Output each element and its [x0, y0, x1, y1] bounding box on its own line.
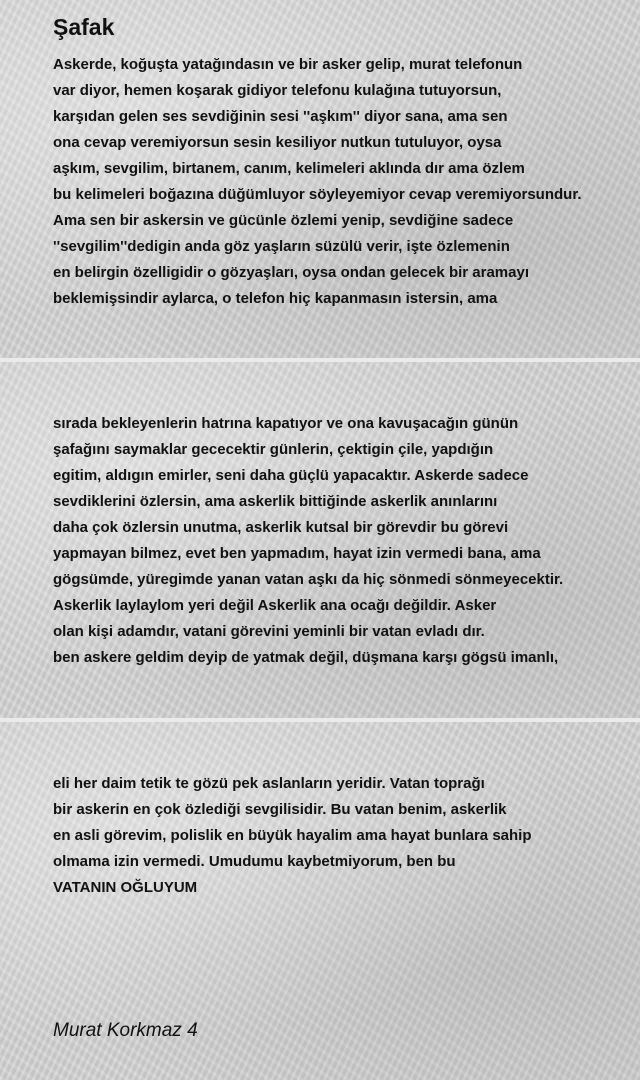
- poem-stanza-1: Askerde, koğuşta yatağındasın ve bir asker gelip, murat telefonun var diyor, hemen koşarak gidiyor telefonu kulağına tutuyorsun, karşıdan gelen ses sevdiğinin sesi ''aşkım'' diyor sana, ama sen ona cevap veremiyorsun sesin kesiliyor nutkun tutuluyor, oysa aşkım, sevgilim, birtanem, canım, kelimeleri aklında dır ama özlem bu kelimeleri boğazına düğümluyor söyleyemiyor cevap veremiyorsundur. Ama sen bir askersin ve gücünle özlemi yenip, sevdiğine sadece ''sevgilim''dedigin anda göz yaşların süzülü verir, işte özlemenin en belirgin özelligidir o gözyaşları, oysa ondan gelecek bir aramayı beklemişsindir aylarca, o telefon hiç kapanmasın istersin, ama: [53, 56, 582, 307]
- poem-panel-1: [0, 0, 640, 358]
- poem-stanza-3: eli her daim tetik te gözü pek aslanların yeridir. Vatan toprağı bir askerin en çok özlediği sevgilisidir. Bu vatan benim, askerlik en asli görevim, polislik en büyük hayalim ama hayat bunlara sahip olmama izin vermedi. Umudumu kaybetmiyorum, ben bu VATANIN OĞLUYUM: [53, 775, 532, 896]
- poem-title: Şafak: [53, 14, 115, 40]
- poem-author: Murat Korkmaz 4: [53, 1020, 198, 1041]
- poem-stanza-2: sırada bekleyenlerin hatrına kapatıyor ve ona kavuşacağın günün şafağını saymaklar gececektir günlerin, çektigin çile, yapdığın egitim, aldıgın emirler, seni daha güçlü yapacaktır. Askerde sadece sevdiklerini özlersin, ama askerlik bittiğinde askerlik anınlarını daha çok özlersin unutma, askerlik kutsal bir görevdir bu görevi yapmayan bilmez, evet ben yapmadım, hayat izin vermedi bana, ama gögsümde, yüregimde yanan vatan aşkı da hiç sönmedi sönmeyecektir. Askerlik laylaylom yeri değil Askerlik ana ocağı değildir. Asker olan kişi adamdır, vatani görevini yeminli bir vatan evladı dır. ben askere geldim deyip de yatmak değil, düşmana karşı gögsü imanlı,: [53, 415, 564, 666]
